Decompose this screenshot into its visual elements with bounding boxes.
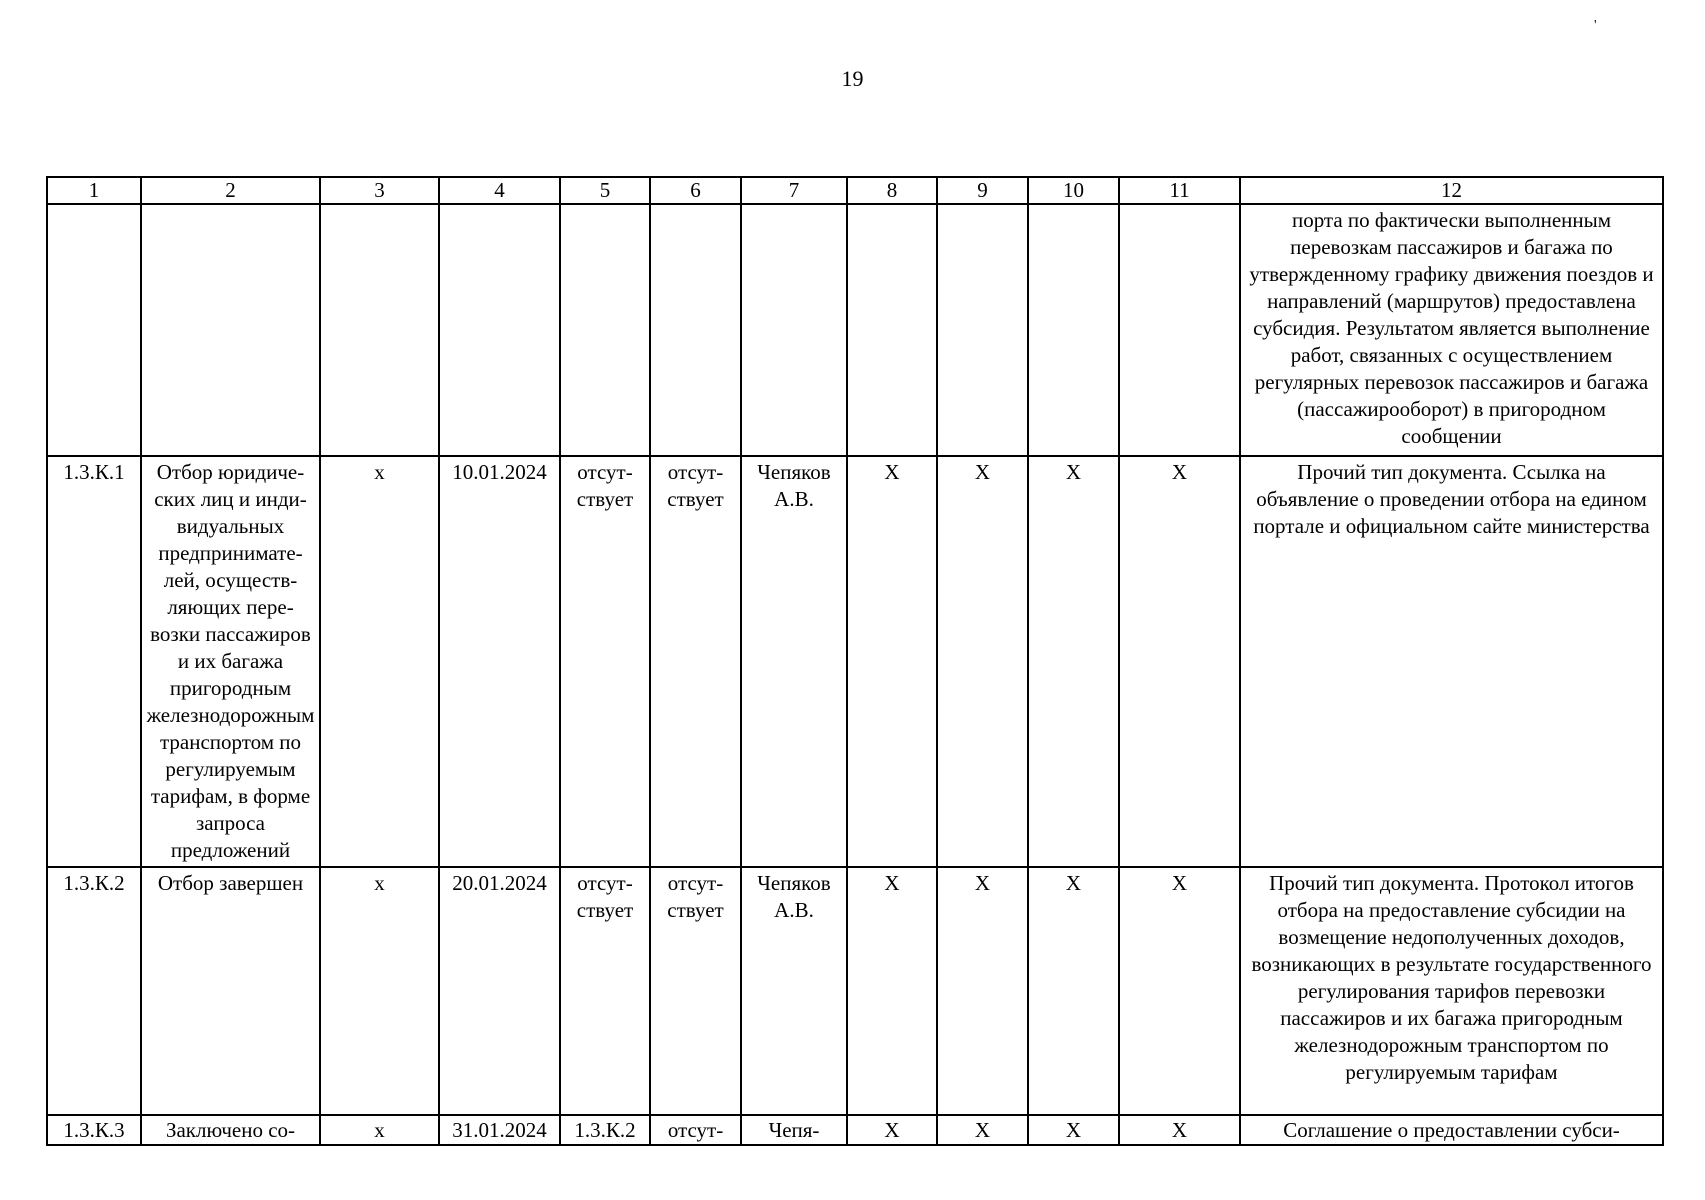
table-cell: отсутствует (560, 867, 650, 1115)
date-cell: 20.01.2024 (439, 867, 560, 1115)
checkpoint-name-cell: Отбор завершен (141, 867, 320, 1115)
table-cell: Х (1028, 1115, 1119, 1145)
table-cell: х (320, 867, 439, 1115)
document-description-cell: Прочий тип документа. Ссылка на объявление о проведении отбора на едином портале и официальном сайте министерства (1240, 456, 1663, 867)
table-cell (560, 204, 650, 456)
table-cell (937, 204, 1028, 456)
checkpoint-name-cell: Заключено со- (141, 1115, 320, 1145)
checkpoint-id-cell: 1.3.К.2 (47, 867, 141, 1115)
table-row (47, 867, 1663, 1115)
table-cell: отсутствует (560, 456, 650, 867)
plan-table (46, 176, 1664, 1146)
table-cell: х (320, 456, 439, 867)
table-cell: Х (1119, 867, 1240, 1115)
column-header: 6 (650, 177, 741, 204)
column-header: 7 (741, 177, 847, 204)
date-cell: 31.01.2024 (439, 1115, 560, 1145)
document-description-cell: Прочий тип документа. Протокол итогов отбора на предоставление субсидии на возмещение недополученных доходов, возникающих в результате государственного регулирования тарифов перевозки пассажиров и их багажа пригородным железнодорожным транспортом по регулируемым тарифам (1240, 867, 1663, 1115)
document-description-cell: Соглашение о предоставлении субси- (1240, 1115, 1663, 1145)
table-cell: Х (1028, 456, 1119, 867)
corner-mark: ' (1594, 18, 1597, 33)
responsible-cell: Чепяков А.В. (741, 456, 847, 867)
column-header: 9 (937, 177, 1028, 204)
column-header: 10 (1028, 177, 1119, 204)
table-cell: Х (847, 1115, 937, 1145)
table-cell: Х (1119, 456, 1240, 867)
table-cell: отсутствует (650, 867, 741, 1115)
column-header: 12 (1240, 177, 1663, 204)
table-cell (741, 204, 847, 456)
table-cell (1119, 204, 1240, 456)
checkpoint-name-cell: Отбор юридических лиц и индивидуальных предпринимателей, осуществляющих перевозки пассажиров и их багажа пригородным железнодорожным транспортом по регулируемым тарифам, в форме запроса предложений (141, 456, 320, 867)
table-cell (320, 204, 439, 456)
document-description-cell: порта по фактически выполненным перевозкам пассажиров и багажа по утвержденному графику движения поездов и направлений (маршрутов) предоставлена субсидия. Результатом является выполнение работ, связанных с осуществлением регулярных перевозок пассажиров и багажа (пассажирооборот) в пригородном сообщении (1240, 204, 1663, 456)
column-header: 3 (320, 177, 439, 204)
checkpoint-id-cell: 1.3.К.1 (47, 456, 141, 867)
column-header: 11 (1119, 177, 1240, 204)
table-cell: х (320, 1115, 439, 1145)
table-cell: Х (937, 867, 1028, 1115)
table-cell: отсут- (650, 1115, 741, 1145)
column-header: 2 (141, 177, 320, 204)
responsible-cell: Чепя- (741, 1115, 847, 1145)
table-cell (141, 204, 320, 456)
table-cell: 1.3.К.2 (560, 1115, 650, 1145)
table-cell: Х (1028, 867, 1119, 1115)
table-row (47, 1115, 1663, 1145)
page-number: 19 (841, 66, 864, 91)
table-row-continuation (47, 204, 1663, 456)
table-cell: Х (937, 1115, 1028, 1145)
column-header: 8 (847, 177, 937, 204)
table-cell: отсутствует (650, 456, 741, 867)
column-header: 4 (439, 177, 560, 204)
table-cell: Х (847, 867, 937, 1115)
checkpoint-id-cell: 1.3.К.3 (47, 1115, 141, 1145)
table-cell (847, 204, 937, 456)
table-cell: Х (1119, 1115, 1240, 1145)
table-cell (47, 204, 141, 456)
date-cell: 10.01.2024 (439, 456, 560, 867)
column-header: 5 (560, 177, 650, 204)
table-cell (650, 204, 741, 456)
table-cell: Х (937, 456, 1028, 867)
column-number-row (47, 177, 1663, 204)
table-row (47, 456, 1663, 867)
table-cell: Х (847, 456, 937, 867)
table-cell (1028, 204, 1119, 456)
column-header: 1 (47, 177, 141, 204)
table-cell (439, 204, 560, 456)
responsible-cell: Чепяков А.В. (741, 867, 847, 1115)
